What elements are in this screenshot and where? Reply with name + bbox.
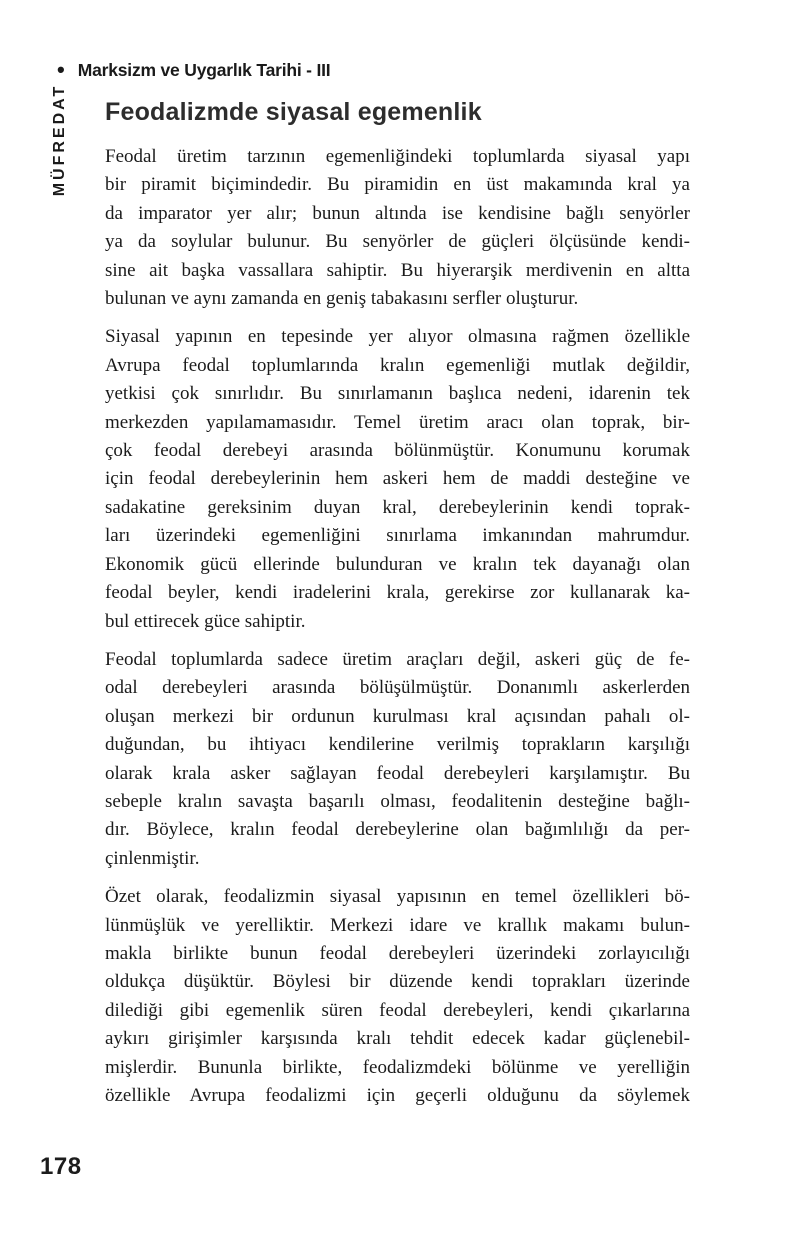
- body-text: [105, 143, 690, 1110]
- text-line: sadakatine gereksinim duyan kral, derebeylerinin kendi toprak-: [105, 496, 690, 518]
- text-line: da imparator yer alır; bunun altında ise kendisine bağlı senyörler: [105, 202, 690, 224]
- text-line: sebeple kralın savaşta başarılı olması, feodalitenin desteğine bağlı-: [105, 790, 690, 812]
- text-line: Avrupa feodal toplumlarında kralın egemenliği mutlak değildir,: [105, 354, 690, 376]
- book-title: Marksizm ve Uygarlık Tarihi - III: [77, 59, 331, 80]
- text-line: dilediği gibi egemenlik süren feodal derebeyleri, kendi çıkarlarına: [105, 999, 690, 1021]
- text-line: oldukça düşüktür. Böylesi bir düzende kendi toprakları üzerinde: [105, 971, 690, 993]
- text-line: makla birlikte bunun feodal derebeyleri üzerindeki zorlayıcılığı: [105, 942, 690, 964]
- text-line: Feodal toplumlarda sadece üretim araçları değil, askeri güç de fe-: [105, 648, 690, 670]
- paragraph: [105, 883, 690, 1110]
- text-line: bul ettirecek güce sahiptir.: [105, 610, 306, 632]
- text-line: Feodal üretim tarzının egemenliğindeki toplumlarda siyasal yapı: [105, 146, 690, 167]
- bullet-icon: •: [57, 57, 65, 82]
- paragraph: [105, 323, 690, 635]
- text-line: bulunan ve aynı zamanda en geniş tabakasını serfler oluşturur.: [105, 288, 579, 310]
- book-title-header: [57, 59, 330, 81]
- section-heading: Feodalizmde siyasal egemenlik: [105, 98, 482, 126]
- text-line: dır. Böylece, kralın feodal derebeylerine olan bağımlılığı da per-: [105, 819, 690, 841]
- text-line: Özet olarak, feodalizmin siyasal yapısının en temel özellikleri bö-: [105, 886, 690, 908]
- text-line: Siyasal yapının en tepesinde yer alıyor olmasına rağmen özellikle: [105, 326, 690, 348]
- text-line: lünmüşlük ve yerelliktir. Merkezi idare ve krallık makamı bulun-: [105, 914, 690, 936]
- text-line: olarak krala asker sağlayan feodal derebeyleri karşılamıştır. Bu: [105, 762, 690, 784]
- paragraph: [105, 143, 690, 313]
- text-line: feodal beyler, kendi iradelerini krala, gerekirse zor kullanarak ka-: [105, 582, 690, 604]
- text-line: için feodal derebeylerinin hem askeri hem de maddi desteğine ve: [105, 468, 690, 490]
- text-line: ya da soylular bulunur. Bu senyörler de güçleri ölçüsünde kendi-: [105, 231, 690, 253]
- text-line: merkezden yapılamamasıdır. Temel üretim aracı olan toprak, bir-: [105, 411, 690, 433]
- text-line: oluşan merkezi bir ordunun kurulması kral açısından pahalı ol-: [105, 705, 690, 727]
- text-line: duğundan, bu ihtiyacı kendilerine verilmiş toprakların karşılığı: [105, 734, 690, 756]
- text-line: odal derebeyleri arasında bölüşülmüştür. Donanımlı askerlerden: [105, 677, 690, 699]
- text-line: aykırı girişimler karşısında kralı tehdit edecek kadar güçlenebil-: [105, 1028, 690, 1050]
- article: [105, 97, 690, 1120]
- text-line: özellikle Avrupa feodalizmi için geçerli olduğunu da söylemek: [105, 1085, 690, 1106]
- text-line: sine ait başka vassallara sahiptir. Bu hiyerarşik merdivenin en altta: [105, 259, 690, 281]
- text-line: yetkisi çok sınırlıdır. Bu sınırlamanın başlıca nedeni, idarenin tek: [105, 383, 690, 405]
- sidebar-label-muefredat: MÜFREDAT: [51, 83, 68, 197]
- paragraph: [105, 646, 690, 873]
- text-line: mişlerdir. Bununla birlikte, feodalizmdeki bölünme ve yerelliğin: [105, 1056, 690, 1078]
- text-line: çinlenmiştir.: [105, 847, 200, 869]
- page-number: 178: [40, 1153, 82, 1180]
- text-line: bir piramit biçimindedir. Bu piramidin en üst makamında kral ya: [105, 174, 690, 196]
- text-line: ları üzerindeki egemenliğini sınırlama imkanından mahrumdur.: [105, 525, 690, 547]
- text-line: çok feodal derebeyi arasında bölünmüştür. Konumunu korumak: [105, 440, 690, 462]
- text-line: Ekonomik gücü ellerinde bulunduran ve kralın tek dayanağı olan: [105, 553, 690, 575]
